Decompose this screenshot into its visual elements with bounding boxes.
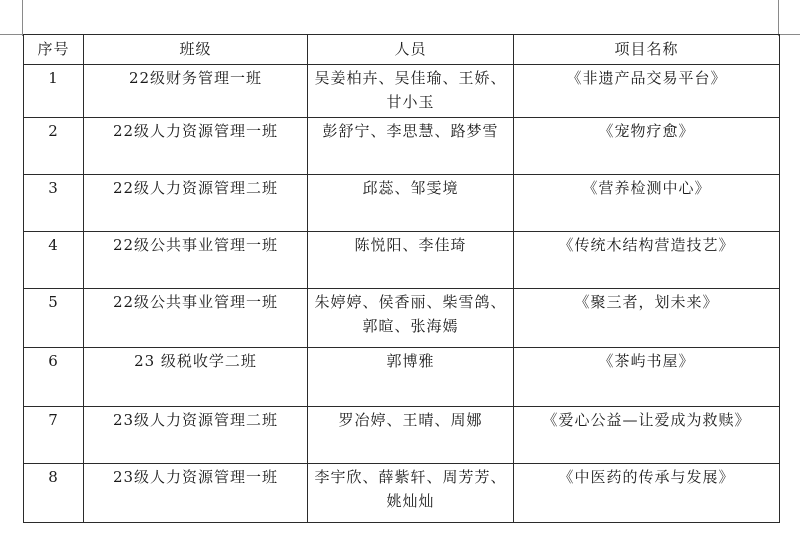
cell-class: 23级人力资源管理一班 [84, 464, 308, 523]
cell-members: 罗冶婷、王晴、周娜 [308, 407, 514, 464]
header-seq: 序号 [24, 35, 84, 65]
cell-project: 《营养检测中心》 [514, 175, 780, 232]
cell-seq: 8 [24, 464, 84, 523]
corner-mark-left-horizontal [0, 34, 24, 35]
table-row [24, 118, 780, 175]
table-header-row [24, 35, 780, 65]
cell-class: 22级人力资源管理一班 [84, 118, 308, 175]
table-row [24, 65, 780, 118]
cell-members: 李宇欣、薛紫轩、周芳芳、姚灿灿 [308, 464, 514, 523]
corner-mark-right-horizontal [778, 34, 800, 35]
cell-members: 邱蕊、邹雯境 [308, 175, 514, 232]
project-table [23, 34, 780, 523]
header-project: 项目名称 [514, 35, 780, 65]
header-class: 班级 [84, 35, 308, 65]
cell-class: 22级人力资源管理二班 [84, 175, 308, 232]
cell-seq: 3 [24, 175, 84, 232]
cell-seq: 1 [24, 65, 84, 118]
cell-seq: 7 [24, 407, 84, 464]
cell-class: 22级公共事业管理一班 [84, 232, 308, 289]
cell-project: 《茶屿书屋》 [514, 348, 780, 407]
cell-class: 22级公共事业管理一班 [84, 289, 308, 348]
cell-class: 23级人力资源管理二班 [84, 407, 308, 464]
cell-class: 22级财务管理一班 [84, 65, 308, 118]
table-row [24, 175, 780, 232]
table-row [24, 407, 780, 464]
header-members: 人员 [308, 35, 514, 65]
cell-class: 23 级税收学二班 [84, 348, 308, 407]
cell-seq: 4 [24, 232, 84, 289]
corner-mark-left-vertical [22, 0, 23, 36]
cell-members: 彭舒宁、李思慧、路梦雪 [308, 118, 514, 175]
table-row [24, 348, 780, 407]
cell-members: 郭博雅 [308, 348, 514, 407]
cell-seq: 6 [24, 348, 84, 407]
corner-mark-right-vertical [778, 0, 779, 36]
cell-seq: 2 [24, 118, 84, 175]
cell-members: 陈悦阳、李佳琦 [308, 232, 514, 289]
cell-members: 吴姜柏卉、吴佳瑜、王娇、甘小玉 [308, 65, 514, 118]
cell-project: 《中医药的传承与发展》 [514, 464, 780, 523]
cell-project: 《非遗产品交易平台》 [514, 65, 780, 118]
cell-project: 《爱心公益—让爱成为救赎》 [514, 407, 780, 464]
cell-project: 《聚三者，划未来》 [514, 289, 780, 348]
cell-seq: 5 [24, 289, 84, 348]
table-row [24, 289, 780, 348]
cell-project: 《宠物疗愈》 [514, 118, 780, 175]
table-row [24, 232, 780, 289]
cell-members: 朱婷婷、侯香丽、柴雪鸽、郭暄、张海嫣 [308, 289, 514, 348]
cell-project: 《传统木结构营造技艺》 [514, 232, 780, 289]
table-row [24, 464, 780, 523]
